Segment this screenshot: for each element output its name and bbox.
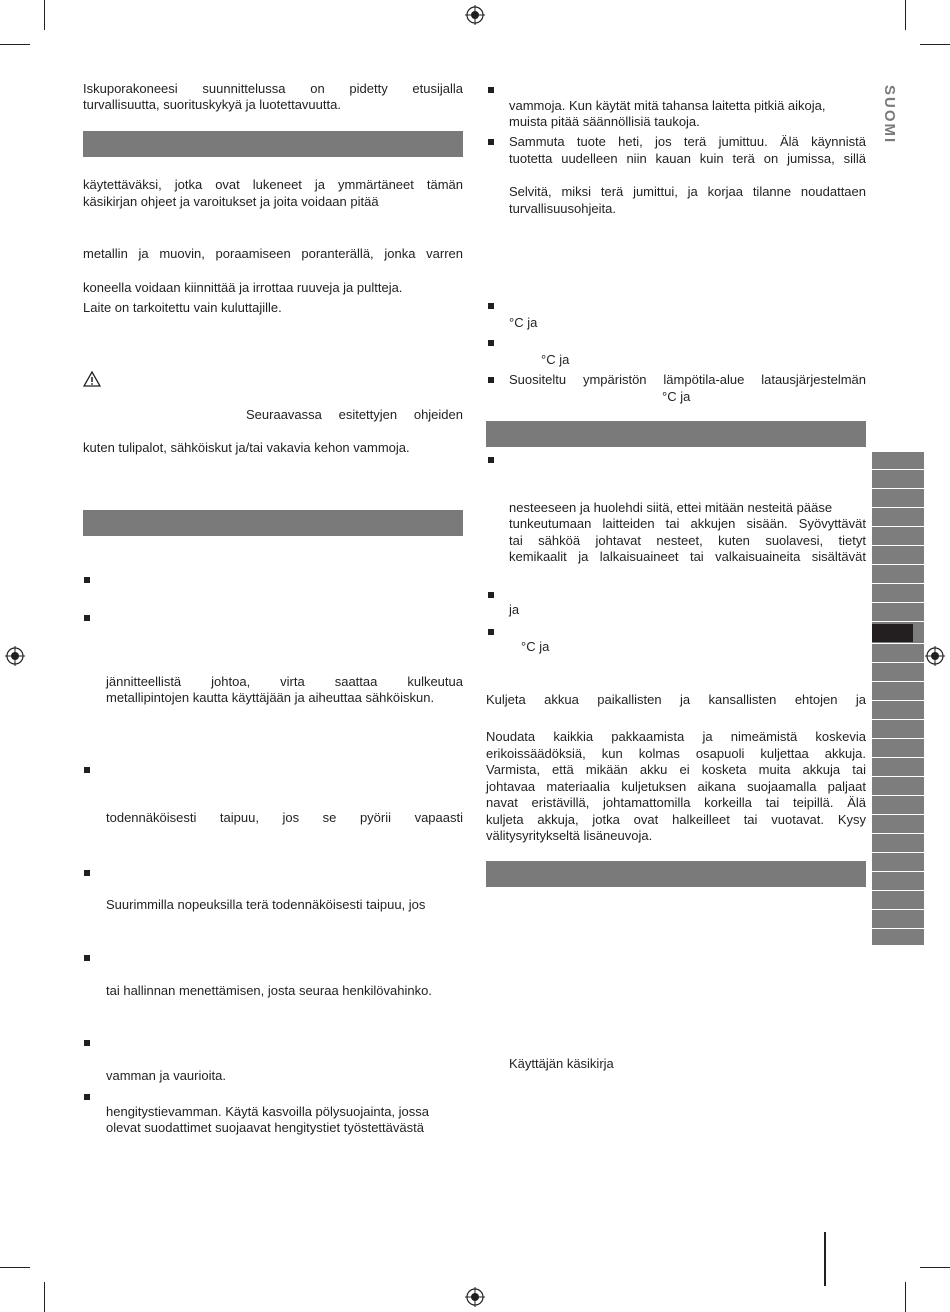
hazard-text: kuten tulipalot, sähköiskut ja/tai vakavia kehon vammoja. [83,440,410,455]
bullet-icon [488,139,494,145]
temperature-text: °C ja [509,315,538,330]
bullet-text: vammoja. Kun käytät mitä tahansa laitetta pitkiä aikoja, [509,98,826,113]
bullet-text: Selvitä, miksi terä jumittui, ja korjaa tilanne noudattaen [509,184,866,199]
bullet-icon [488,303,494,309]
bullet-text: ja [509,602,520,617]
intended-use-paragraph: käytettäväksi, jotka ovat lukeneet ja ymmärtäneet tämän käsikirjan ohjeet ja varoitukset ja joita voidaan pitää [83,177,463,209]
crop-mark [905,0,906,30]
registration-mark-icon [465,1287,485,1307]
transport-text: Kuljeta akkua paikallisten ja kansallisten ehtojen ja [486,692,866,707]
registration-mark-icon [465,5,485,25]
temperature-text: °C ja [662,389,691,404]
section-heading-bar [486,421,866,447]
bullet-text: Suurimmilla nopeuksilla terä todennäköisesti taipuu, jos [106,897,426,912]
page-number-rule [824,1232,826,1286]
registration-mark-icon [925,646,945,666]
bullet-text: tuotetta uudelleen niin kauan kuin terä on jumissa, sillä [509,151,866,166]
consumer-paragraph: Laite on tarkoitettu vain kuluttajille. [83,300,282,315]
bullet-icon [84,870,90,876]
section-heading-bar [486,861,866,887]
material-paragraph: metallin ja muovin, poraamiseen poranterällä, jonka varren [83,246,463,261]
crop-mark [905,1282,906,1312]
packing-text: välitysyritykseltä lisäneuvoja. [486,828,653,843]
crop-mark [0,44,30,45]
packing-text: kuljeta akkuja, jotka ovat halkeilleet tai vuotavat. Kysy [486,812,866,827]
section-heading-bar [83,131,463,157]
bullet-icon [488,592,494,598]
screw-paragraph: koneella voidaan kiinnittää ja irrottaa ruuveja ja pultteja. [83,280,403,295]
bullet-text: turvallisuusohjeita. [509,201,616,216]
bullet-icon [488,629,494,635]
packing-text: erikoissäädöksiä, kun kolmas osapuoli kuljettaa akkuja. [486,746,866,761]
bullet-icon [84,577,90,583]
language-label: SUOMI [881,85,898,145]
bullet-text: tai sähköä johtavat nesteet, kuten suolavesi, tietyt [509,533,866,548]
warning-triangle-icon [83,371,101,387]
intro-line-2: turvallisuutta, suorituskykyä ja luotettavuutta. [83,97,341,112]
bullet-text: tai hallinnan menettämisen, josta seuraa henkilövahinko. [106,983,432,998]
crop-mark [920,1267,950,1268]
crop-mark [0,1267,30,1268]
active-language-tab [872,624,913,642]
bullet-icon [488,377,494,383]
bullet-text: Suositeltu ympäristön lämpötila-alue latausjärjestelmän [509,372,866,387]
temperature-text: °C ja [541,352,570,367]
bullet-icon [488,457,494,463]
crop-mark [44,1282,45,1312]
packing-text: johtavaa materiaalia kuljetuksen aikana suojaamalla paljaat [486,779,866,794]
bullet-text: hengitystievamman. Käytä kasvoilla pölysuojainta, jossa [106,1104,430,1119]
manual-reference: Käyttäjän käsikirja [509,1056,614,1071]
bullet-icon [84,1040,90,1046]
bullet-icon [84,615,90,621]
crop-mark [44,0,45,30]
packing-text: navat eristävillä, johtamattomilla korkeilla tai teipillä. Älä [486,795,866,810]
bullet-text: nesteeseen ja huolehdi siitä, ettei mitään nesteitä pääse [509,500,833,515]
section-heading-bar [83,510,463,536]
bullet-text: jännitteellistä johtoa, virta saattaa kulkeutua [106,674,463,689]
intro-line-1: Iskuporakoneesi suunnittelussa on pidetty etusijalla [83,81,463,96]
bullet-text: todennäköisesti taipuu, jos se pyörii vapaasti [106,810,463,825]
bullet-text: olevat suodattimet suojaavat hengitystiet työstettävästä [106,1120,424,1135]
bullet-text: tunkeutumaan laitteiden tai akkujen sisään. Syövyttävät [509,516,866,531]
packing-text: Varmista, että mikään akku ei kosketa muita akkuja tai [486,762,866,777]
bullet-icon [488,87,494,93]
bullet-icon [84,767,90,773]
registration-mark-icon [5,646,25,666]
bullet-icon [84,1094,90,1100]
bullet-text: muista pitää säännöllisiä taukoja. [509,114,700,129]
temperature-text: °C ja [521,639,550,654]
language-tab-strip [872,452,924,945]
bullet-text: Sammuta tuote heti, jos terä jumittuu. Älä käynnistä [509,134,866,149]
bullet-text: metallipintojen kautta käyttäjään ja aiheuttaa sähköiskun. [106,690,435,705]
crop-mark [920,44,950,45]
packing-text: Noudata kaikkia pakkaamista ja nimeämistä koskevia [486,729,866,744]
warning-text: Seuraavassa esitettyjen ohjeiden [246,407,463,422]
bullet-icon [84,955,90,961]
bullet-text: kemikaalit ja lalkaisuaineet tai valkaisuaineita sisältävät [509,549,866,564]
bullet-icon [488,340,494,346]
bullet-text: vamman ja vaurioita. [106,1068,226,1083]
